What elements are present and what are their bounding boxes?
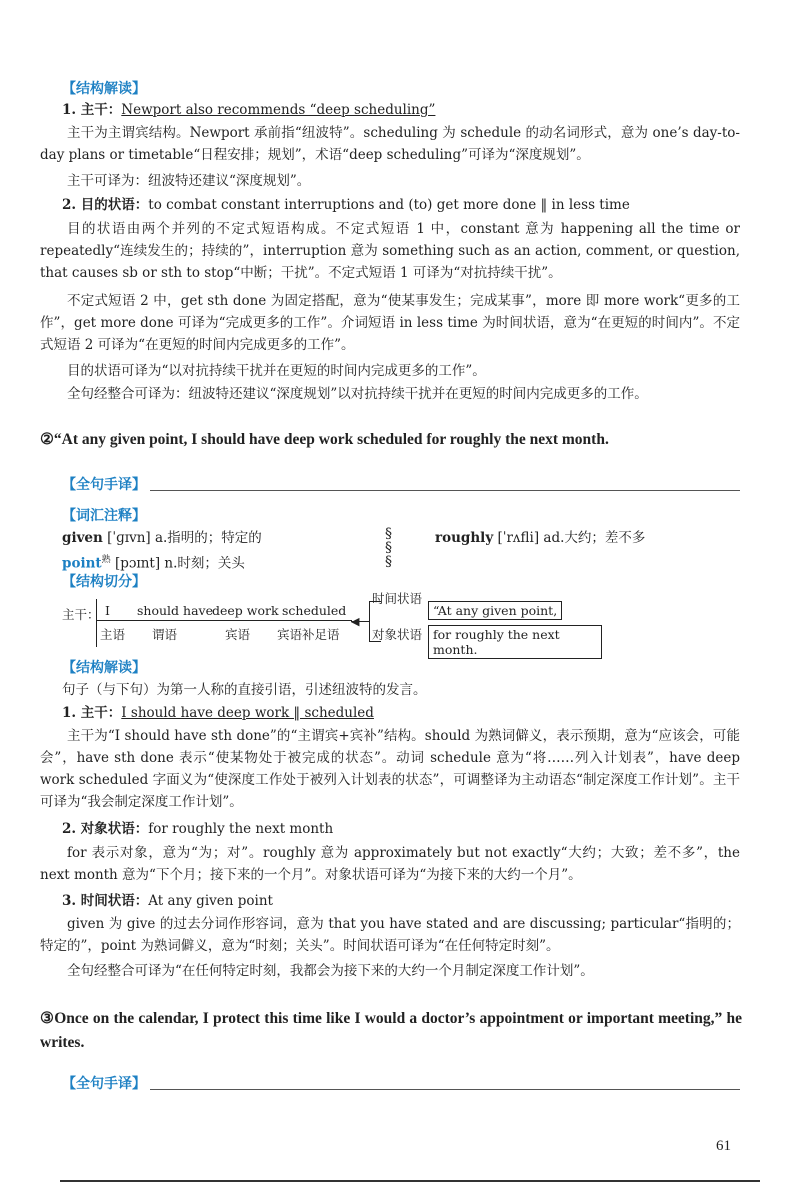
translate-label: 【全句手译】 — [62, 1076, 146, 1092]
paragraph: 全句经整合可译为：纽波特还建议“深度规划”以对抗持续干扰并在更短的时间内完成更多的工作。 — [67, 386, 648, 402]
role-subject: 主语 — [100, 627, 126, 642]
purpose-adverbial-line — [62, 194, 742, 216]
binding-decoration: § § § — [385, 526, 392, 570]
label-object-adverbial: 2. 对象状语： — [62, 821, 149, 837]
main-clause-line — [62, 99, 742, 121]
main-clause-line — [62, 702, 742, 724]
word-predicate: should have — [137, 603, 213, 618]
paragraph: for 表示对象，意为“为；对”。roughly 意为 approximately but not exactly“大约；大致；差不多”，the next month 意为“下个月；接下来的一个月”。对象状语可译为“为接下来的大约一个月”。 — [40, 845, 740, 883]
vocab-pronunciation: [pɔɪnt] — [114, 555, 161, 572]
vocab-entry — [435, 527, 645, 549]
main-clause-text: Newport also recommends “deep scheduling” — [121, 102, 436, 118]
label-main-clause: 1. 主干： — [62, 705, 122, 721]
paragraph: 不定式短语 2 中，get sth done 为固定搭配，意为“使某事发生；完成某事”，more 即 more work“更多的工作”，get more done 可译为“完成更多的工作”。介词短语 in less time 为时间状语，意为“在更短的时间内”。不定式短语 2 可译为“在更短的时间内完成更多的工作”。 — [40, 293, 740, 353]
paragraph: 目的状语可译为“以对抗持续干扰并在更短的时间内完成更多的工作”。 — [67, 363, 486, 379]
translate-answer-line[interactable] — [150, 490, 740, 491]
paragraph: given 为 give 的过去分词作形容词，意为 that you have stated and are discussing; particular“指明的；特定的”，point 为熟词僻义，意为“时刻；关头”。时间状语可译为“在任何特定时刻”。 — [40, 916, 740, 954]
purpose-adverbial-text: to combat constant interruptions and (to) get more done ‖ in less time — [148, 197, 630, 213]
time-adverbial-line — [62, 890, 742, 912]
word-subject: I — [105, 603, 110, 618]
main-clause-text: I should have deep work ‖ scheduled — [121, 705, 374, 721]
vocab-word: point — [62, 555, 102, 572]
sentence-number: ③ — [40, 1010, 55, 1027]
arrow-head: ◀ — [351, 615, 360, 628]
object-adverbial-label: 对象状语 — [372, 627, 423, 642]
sentence-2 — [40, 428, 760, 452]
main-clause-label: 主干： — [62, 607, 100, 622]
split-heading: 【结构切分】 — [62, 574, 146, 590]
vocab-definition: a.指明的；特定的 — [154, 530, 262, 546]
paragraph: 目的状语由两个并列的不定式短语构成。不定式短语 1 中，constant 意为 happening all the time or repeatedly“连续发生的；持续的”，interruption 意为 something such as an action, comment, or question, that causes sb or sth to stop“中断；干扰”。不定式短语 1 可译为“对抗持续干扰”。 — [40, 221, 740, 281]
bracket — [369, 601, 370, 641]
sentence-3 — [40, 1007, 742, 1055]
time-adverbial-box: “At any given point, — [428, 601, 562, 620]
label-main-clause: 1. 主干： — [62, 102, 122, 118]
object-adverbial-line — [62, 818, 742, 840]
sentence-text: “At any given point, I should have deep work scheduled for roughly the next month. — [53, 431, 609, 448]
translate-answer-line[interactable] — [150, 1089, 740, 1090]
structure-diagram — [62, 591, 602, 657]
time-adverbial-label: 时间状语 — [372, 591, 423, 606]
vocab-definition: ad.大约；差不多 — [543, 530, 646, 546]
sentence-text: Once on the calendar, I protect this time like I would a doctor’s appointment or important meeting,” he writes. — [40, 1010, 742, 1051]
role-object: 宾语 — [225, 627, 251, 642]
section-heading-structure: 【结构解读】 — [62, 81, 146, 97]
word-object: deep work — [212, 603, 279, 618]
word-complement: scheduled — [282, 603, 347, 618]
vocab-word: roughly — [435, 530, 494, 546]
footer-rule — [60, 1180, 760, 1182]
vocab-pronunciation: [ˈɡɪvn] — [107, 530, 151, 546]
paragraph: 句子（与下句）为第一人称的直接引语，引述纽波特的发言。 — [62, 682, 427, 698]
translate-label: 【全句手译】 — [62, 477, 146, 493]
vocab-pronunciation: [ˈrʌfli] — [497, 530, 540, 546]
main-clause-box — [96, 599, 352, 647]
vocab-heading: 【词汇注释】 — [62, 508, 146, 524]
object-adverbial-text: for roughly the next month — [148, 821, 334, 837]
divider — [97, 620, 352, 621]
time-adverbial-text: At any given point — [148, 893, 273, 909]
vocab-definition: n.时刻；关头 — [164, 555, 245, 572]
label-time-adverbial: 3. 时间状语： — [62, 893, 149, 909]
paragraph: 全句经整合可译为“在任何特定时刻，我都会为接下来的大约一个月制定深度工作计划”。 — [67, 963, 594, 979]
vocab-entry — [62, 527, 262, 549]
object-adverbial-box: for roughly the next month. — [428, 625, 602, 659]
paragraph: 主干为“I should have sth done”的“主谓宾+宾补”结构。should 为熟词僻义，表示预期，意为“应该会，可能会”，have sth done 表示“使某物处于被完成的状态”。动词 schedule 意为“将……列入计划表”，have deep work scheduled 字面义为“使深度工作处于被列入计划表的状态”，可调整译为主动语态“制定深度工作计划”。主干可译为“我会制定深度工作计划”。 — [40, 728, 740, 810]
paragraph: 主干可译为：纽波特还建议“深度规划”。 — [67, 173, 311, 189]
sentence-number: ② — [40, 431, 54, 448]
vocab-word: given — [62, 530, 103, 546]
role-predicate: 谓语 — [152, 627, 178, 642]
paragraph: 主干为主谓宾结构。Newport 承前指“纽波特”。scheduling 为 schedule 的动名词形式，意为 one’s day-to-day plans or timetable“日程安排；规划”，术语“deep scheduling”可译为“深度规划”。 — [40, 125, 740, 163]
label-purpose-adverbial: 2. 目的状语： — [62, 197, 149, 213]
page-number: 61 — [716, 1138, 731, 1154]
analysis-heading: 【结构解读】 — [62, 660, 146, 676]
role-complement: 宾语补足语 — [277, 627, 340, 642]
familiar-word-mark: 熟 — [101, 555, 111, 565]
